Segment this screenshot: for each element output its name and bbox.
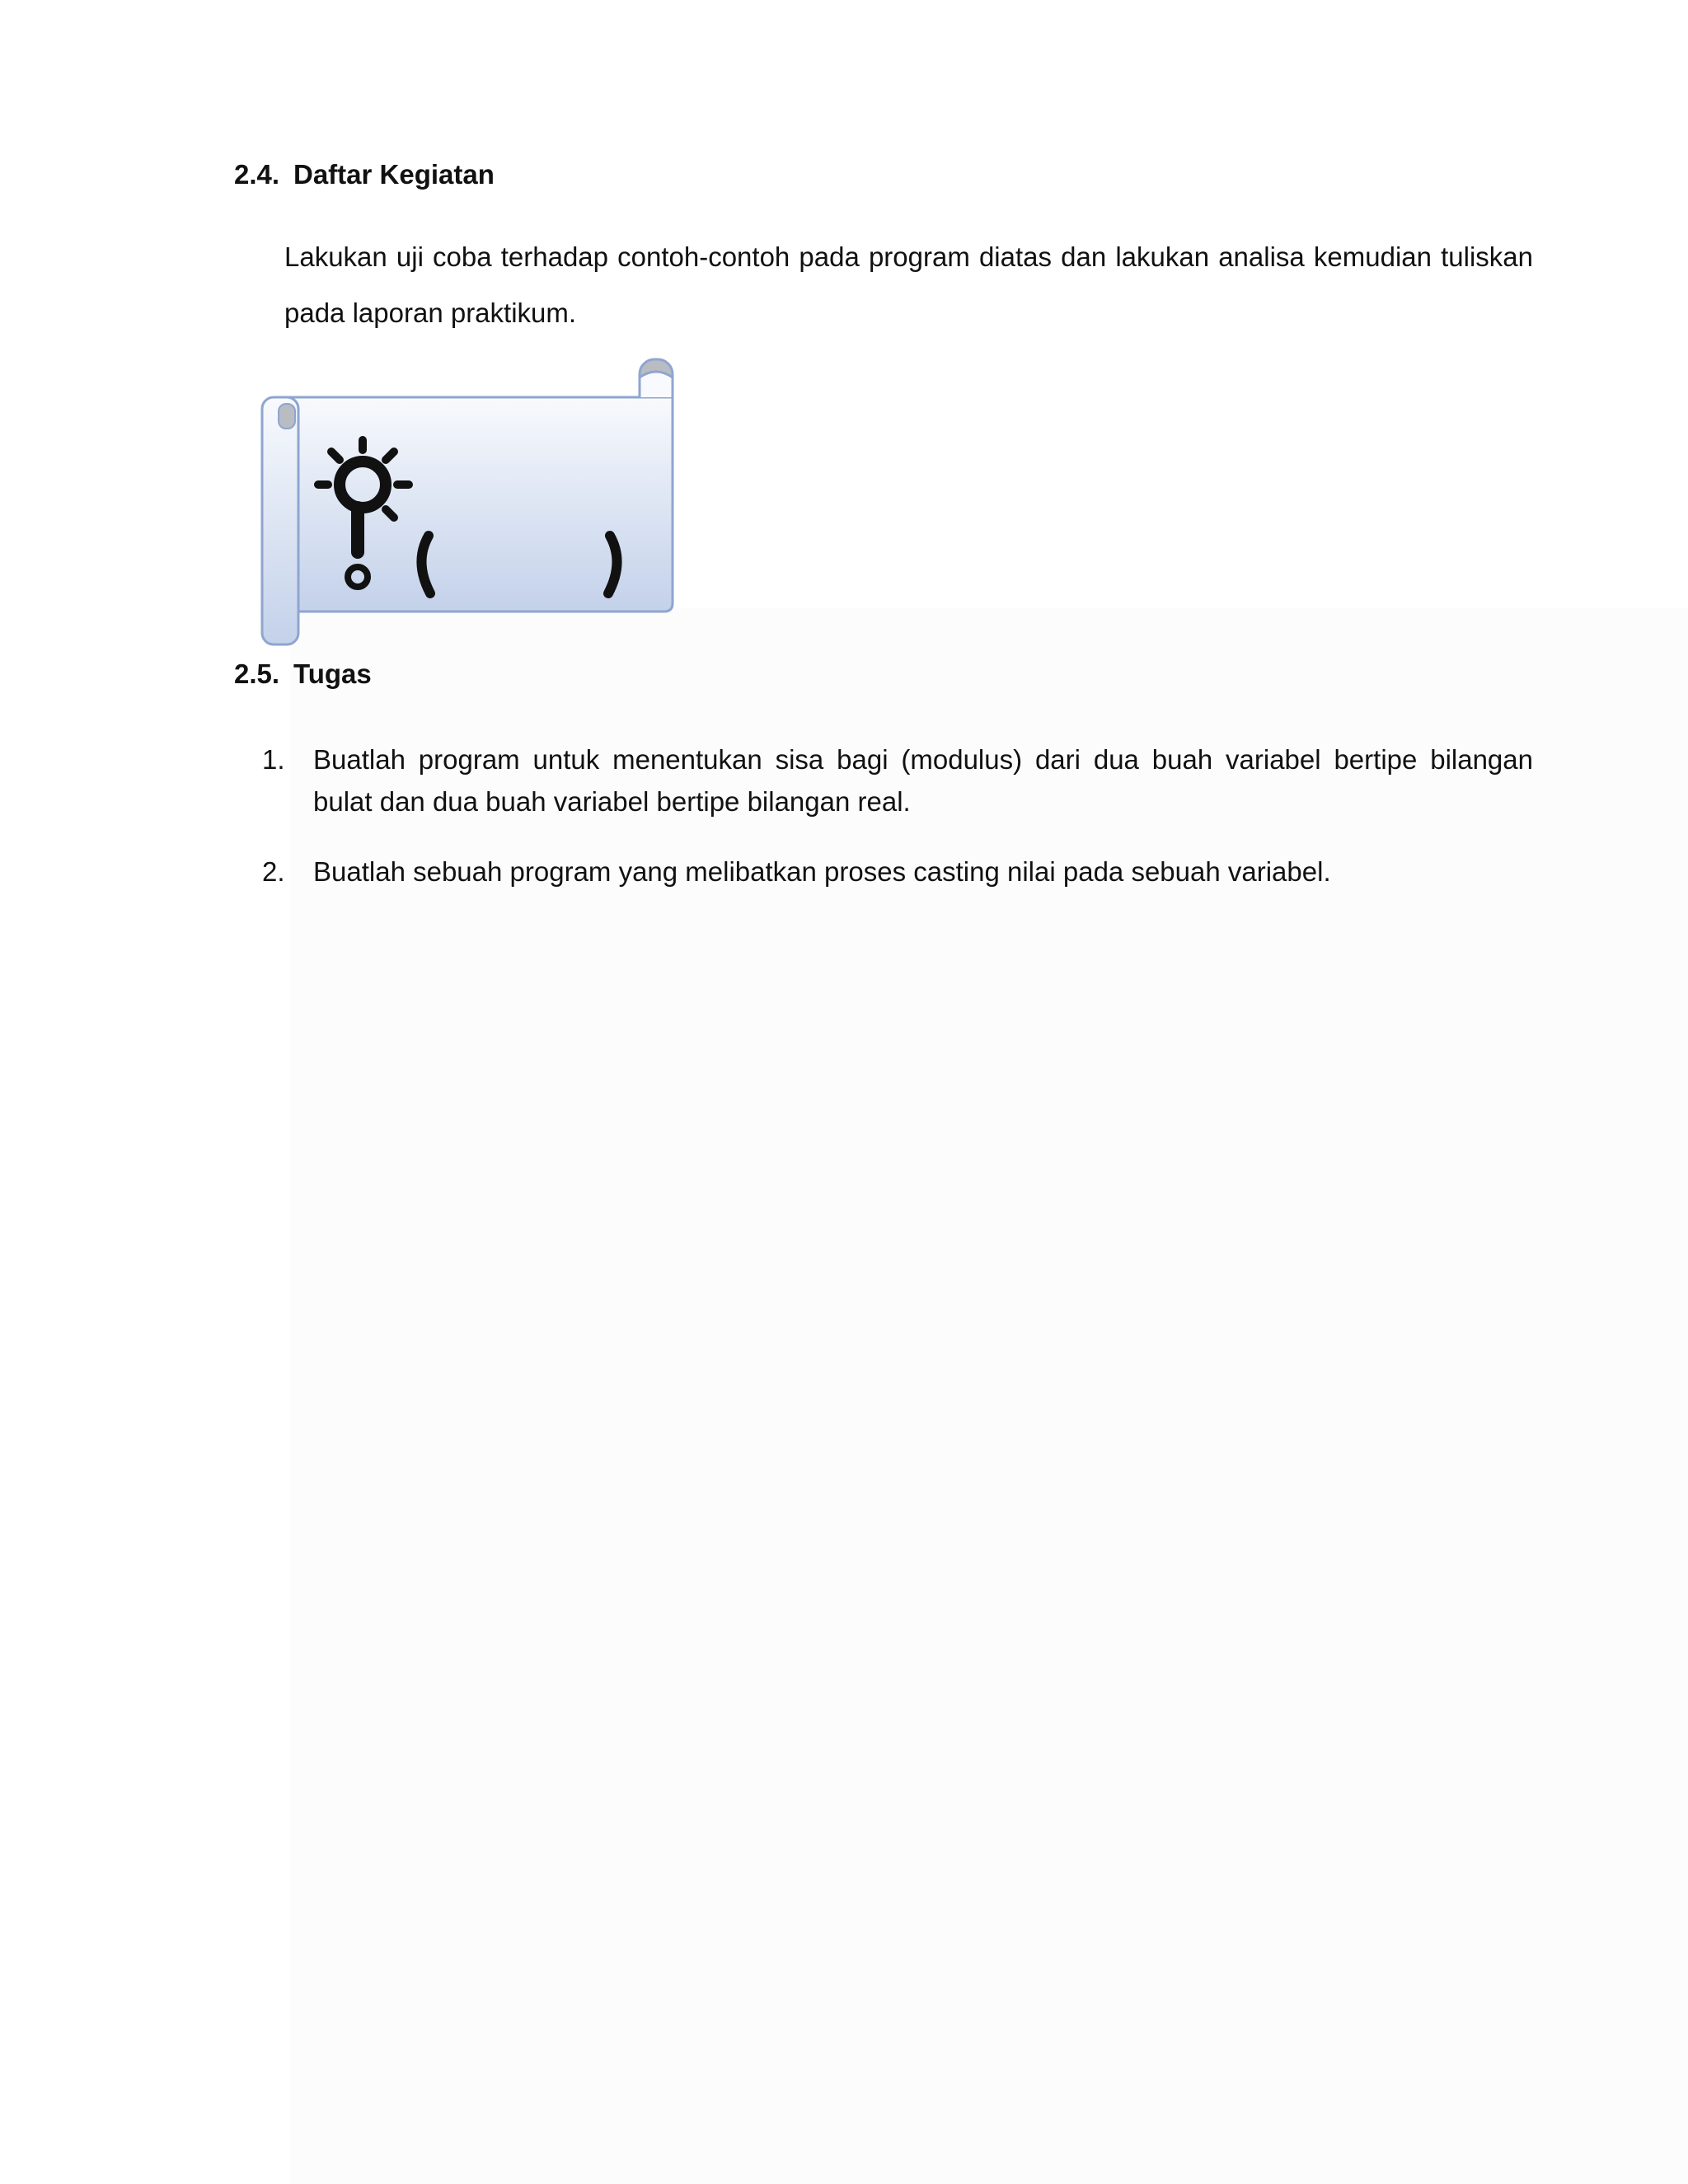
section-heading-2-5 [234, 658, 372, 691]
page-background [290, 608, 1688, 2184]
section-heading-2-4 [234, 158, 495, 191]
task-text: Buatlah sebuah program yang melibatkan proses casting nilai pada sebuah variabel. [313, 856, 1331, 887]
list-marker: 1. [262, 744, 285, 775]
task-item [262, 738, 1533, 823]
task-item [262, 851, 1533, 893]
section-number: 2.5. [234, 658, 280, 689]
section-title: Daftar Kegiatan [293, 159, 495, 190]
scroll-banner-figure [256, 354, 684, 651]
task-text: Buatlah program untuk menentukan sisa bagi (modulus) dari dua buah variabel bertipe bilangan bulat dan dua buah variabel bertipe bilangan real. [313, 744, 1533, 817]
activity-paragraph: Lakukan uji coba terhadap contoh-contoh pada program diatas dan lakukan analisa kemudian tuliskan pada laporan praktikum. [284, 241, 1533, 328]
section-number: 2.4. [234, 159, 280, 190]
list-marker: 2. [262, 856, 285, 887]
section-title: Tugas [293, 658, 372, 689]
scroll-banner-icon [262, 359, 673, 644]
